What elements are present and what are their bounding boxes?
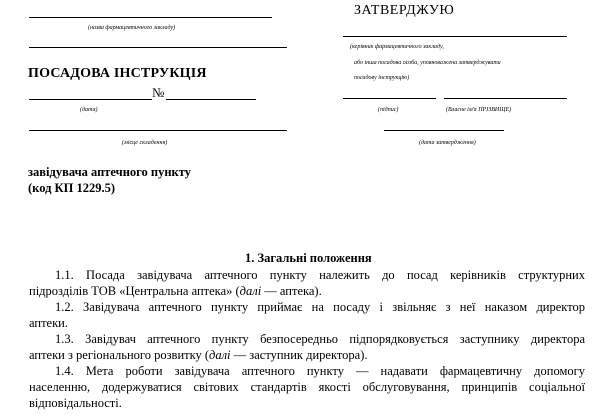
name-line xyxy=(444,98,567,99)
paragraph-1-3-line-2: аптеки з регіонального розвитку (далі — заступник директора). xyxy=(29,348,368,362)
doc-date-caption: (дата) xyxy=(80,107,98,113)
signature-caption: (підпис) xyxy=(378,107,399,113)
head-line xyxy=(343,36,567,37)
approval-date-caption: (дата затвердження) xyxy=(419,140,476,146)
org-name-caption: (назва фармацевтичного закладу) xyxy=(88,25,176,31)
doc-title: ПОСАДОВА ІНСТРУКЦІЯ xyxy=(28,66,207,81)
place-caption: (місце складення) xyxy=(122,140,168,146)
doc-number-line xyxy=(166,99,256,100)
head-caption: (керівник фармацевтичного закладу, xyxy=(350,44,444,50)
paragraph-1-1-line-1: 1.1. Посада завідувача аптечного пункту належить до посад керівників структурних xyxy=(55,268,585,282)
section-body xyxy=(29,267,585,411)
paragraph-1-4-line-1: 1.4. Мета роботи завідувача аптечного пункту — надавати фармацевтичну допомогу xyxy=(55,364,585,378)
section-heading: 1. Загальні положення xyxy=(245,251,372,265)
approve-title: ЗАТВЕРДЖУЮ xyxy=(354,3,455,18)
paragraph-1-4-line-3: відповідальності. xyxy=(29,396,122,410)
paragraph-1-2-line-2: аптеки. xyxy=(29,316,68,330)
paragraph-1-3-line-1: 1.3. Завідувач аптечного пункту безпосередньо підпорядковується заступнику директора xyxy=(55,332,585,346)
doc-date-line xyxy=(29,99,152,100)
paragraph-1-1-line-2: підрозділів ТОВ «Центральна аптека» (далі — аптека). xyxy=(29,284,322,298)
doc-number-sign: № xyxy=(152,85,165,100)
position-title: завідувача аптечного пункту xyxy=(28,165,191,179)
paragraph-1-2-line-1: 1.2. Завідувача аптечного пункту приймає на посаду і звільняє з неї наказом директор xyxy=(55,300,585,314)
name-caption: (Власне ім'я ПРІЗВИЩЕ) xyxy=(446,107,512,113)
org-name-line xyxy=(29,17,272,18)
approval-date-line xyxy=(384,130,504,131)
org-name-line-2 xyxy=(29,47,287,48)
authorized-caption-1: або інша посадова особа, уповноважена затверджувати xyxy=(354,60,501,66)
signature-line xyxy=(343,98,436,99)
place-line xyxy=(29,130,287,131)
position-code: (код КП 1229.5) xyxy=(28,181,115,195)
authorized-caption-2: посадову інструкцію) xyxy=(354,75,410,81)
paragraph-1-4-line-2: населенню, додержуватися світових стандартів якості обслуговування, принципів соціальної xyxy=(29,380,585,394)
